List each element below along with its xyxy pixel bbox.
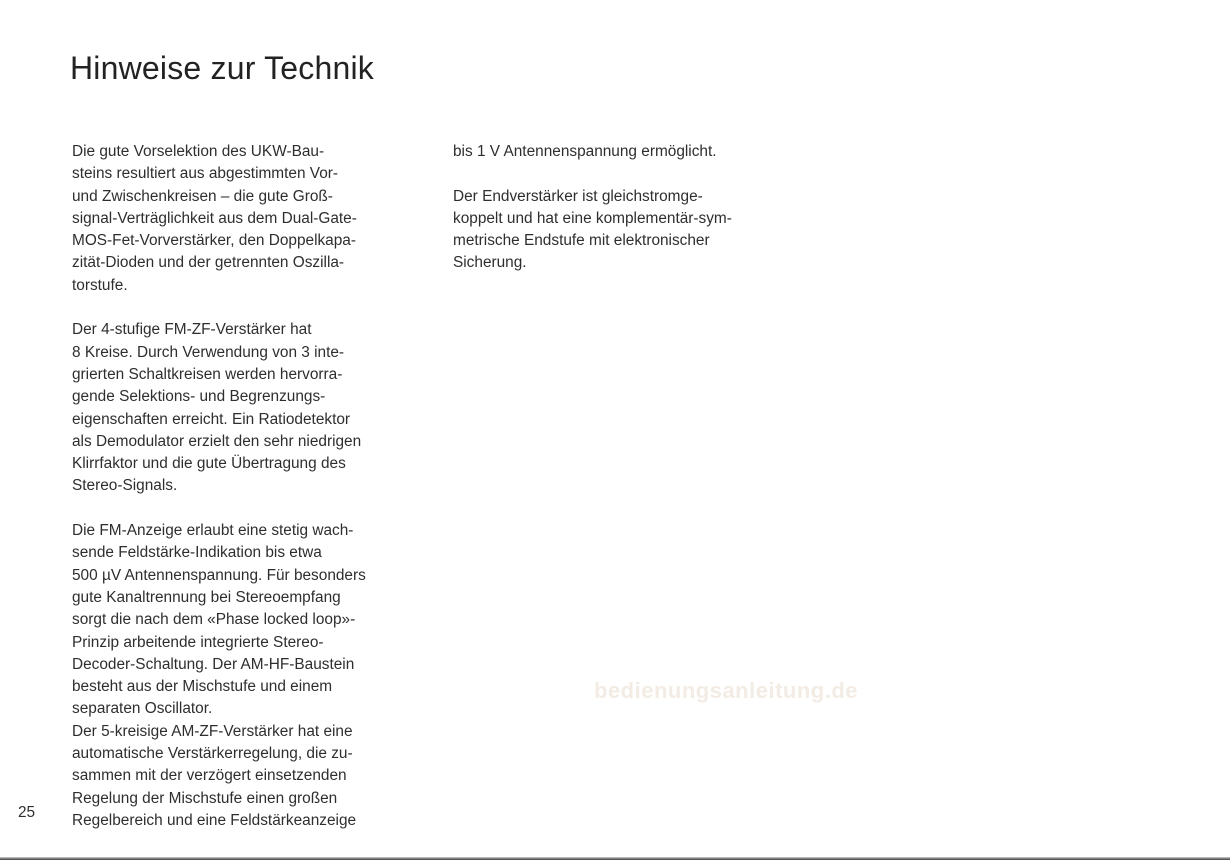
text-line: 500 µV Antennenspannung. Für besonders bbox=[72, 566, 366, 584]
text-line: Prinzip arbeitende integrierte Stereo- bbox=[72, 633, 324, 651]
text-line: gende Selektions- und Begrenzungs- bbox=[72, 388, 326, 406]
text-line: Sicherung. bbox=[453, 254, 527, 272]
text-line: Die FM-Anzeige erlaubt eine stetig wach- bbox=[72, 522, 354, 540]
text-line: Der 4-stufige FM-ZF-Verstärker hat bbox=[72, 321, 312, 339]
text-line: gute Kanaltrennung bei Stereoempfang bbox=[72, 588, 341, 606]
text-line: automatische Verstärkerregelung, die zu- bbox=[72, 745, 353, 763]
text-line: Die gute Vorselektion des UKW-Bau- bbox=[72, 143, 325, 160]
text-line: Der 5-kreisige AM-ZF-Verstärker hat eine bbox=[72, 722, 353, 740]
text-line: bis 1 V Antennenspannung ermöglicht. bbox=[453, 143, 717, 160]
text-line: zität-Dioden und der getrennten Oszilla- bbox=[72, 254, 345, 272]
text-line: 8 Kreise. Durch Verwendung von 3 inte- bbox=[72, 343, 345, 361]
text-line: und Zwischenkreisen – die gute Groß- bbox=[72, 187, 333, 205]
paragraph-power-amplifier bbox=[453, 186, 798, 275]
text-line: koppelt und hat eine komplementär-sym- bbox=[453, 209, 732, 227]
text-line: Der Endverstärker ist gleichstromge- bbox=[453, 187, 703, 205]
right-text-column bbox=[453, 141, 798, 275]
paragraph-continuation bbox=[453, 141, 798, 163]
page-title: Hinweise zur Technik bbox=[70, 50, 374, 86]
left-text-column bbox=[72, 141, 417, 832]
text-line: steins resultiert aus abgestimmten Vor- bbox=[72, 165, 339, 183]
text-line: metrische Endstufe mit elektronischer bbox=[453, 232, 710, 250]
text-line: sammen mit der verzögert einsetzenden bbox=[72, 767, 347, 785]
paragraph-fm-if-amplifier bbox=[72, 319, 417, 497]
text-line: sorgt die nach dem «Phase locked loop»- bbox=[72, 611, 356, 629]
paragraph-gap bbox=[72, 498, 417, 520]
text-line: Stereo-Signals. bbox=[72, 477, 178, 495]
paragraph-gap bbox=[72, 297, 417, 319]
text-line: signal-Verträglichkeit aus dem Dual-Gate- bbox=[72, 209, 357, 227]
paragraph-ukw-preselection bbox=[72, 141, 417, 297]
text-line: Regelbereich und eine Feldstärkeanzeige bbox=[72, 811, 357, 829]
text-line: MOS-Fet-Vorverstärker, den Doppelkapa- bbox=[72, 232, 356, 250]
text-line: grierten Schaltkreisen werden hervorra- bbox=[72, 365, 343, 383]
text-line: Klirrfaktor und die gute Übertragung des bbox=[72, 455, 346, 473]
text-line: als Demodulator erzielt den sehr niedrigen bbox=[72, 432, 362, 450]
watermark: bedienungsanleitung.de bbox=[594, 678, 859, 703]
paragraph-fm-display bbox=[72, 520, 417, 721]
paragraph-am-if-amplifier bbox=[72, 721, 417, 832]
text-line: besteht aus der Mischstufe und einem bbox=[72, 678, 333, 696]
paragraph-gap bbox=[453, 163, 798, 185]
text-line: Decoder-Schaltung. Der AM-HF-Baustein bbox=[72, 655, 355, 673]
page-number: 25 bbox=[18, 804, 36, 821]
text-line: separaten Oscillator. bbox=[72, 700, 213, 718]
text-line: Regelung der Mischstufe einen großen bbox=[72, 789, 338, 807]
text-line: torstufe. bbox=[72, 276, 128, 294]
text-line: sende Feldstärke-Indikation bis etwa bbox=[72, 544, 322, 562]
text-line: eigenschaften erreicht. Ein Ratiodetektor bbox=[72, 410, 351, 428]
